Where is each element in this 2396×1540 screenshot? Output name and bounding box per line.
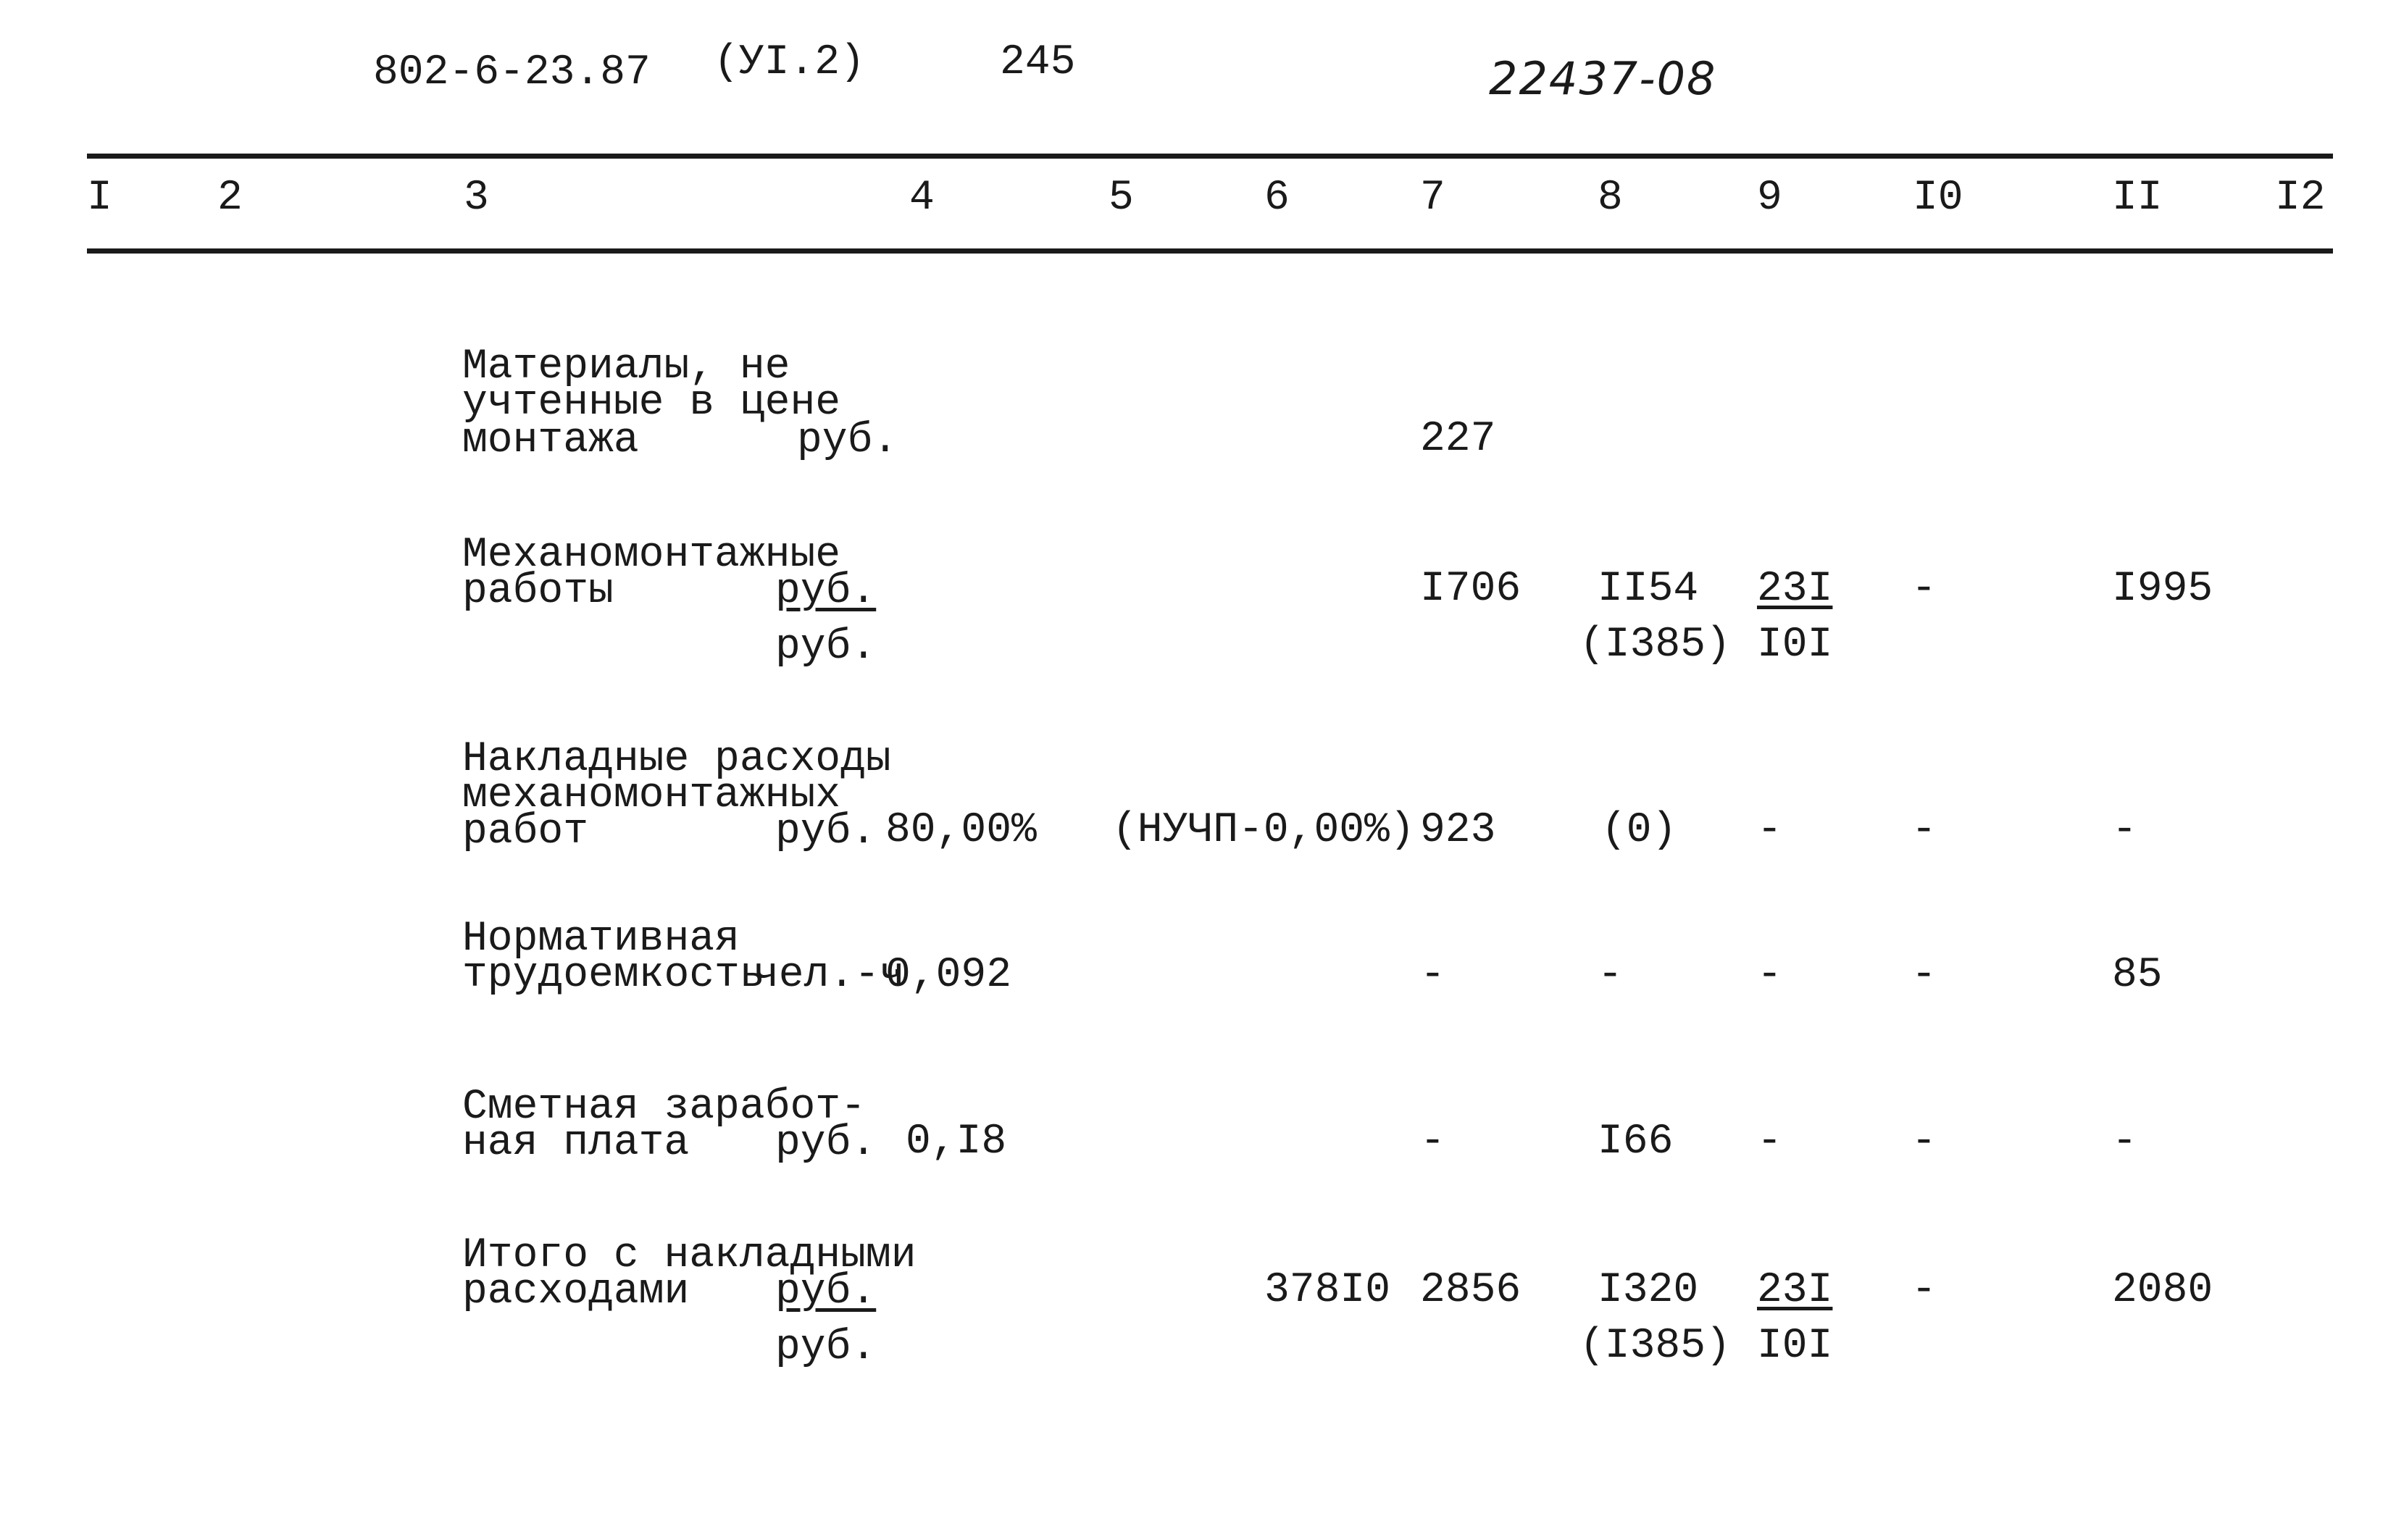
cell-col9-sub: I0I [1757, 1323, 1833, 1370]
cell-col9: - [1757, 952, 1782, 999]
row-label-line: расходами [462, 1268, 690, 1315]
cell-col10: - [1911, 1118, 1937, 1166]
cell-col8: - [1598, 952, 1623, 999]
cell-col7: 227 [1420, 416, 1496, 463]
cell-col9: - [1757, 807, 1782, 854]
col-header-2: 2 [217, 175, 243, 222]
header-bottom-rule [87, 248, 2333, 254]
row-label-line: ная плата [462, 1120, 690, 1167]
row-label-line: трудоемкость [462, 952, 765, 999]
unit-label: руб. [775, 808, 877, 855]
col-header-10: I0 [1913, 175, 1963, 222]
doc-code: 802-6-23.87 [373, 49, 651, 96]
cell-col6: 378I0 [1264, 1267, 1391, 1314]
cell-col11: 2080 [2112, 1267, 2213, 1314]
col-header-6: 6 [1264, 175, 1290, 222]
cell-col10: - [1911, 807, 1937, 854]
col-header-4: 4 [909, 175, 935, 222]
cell-col8: (0) [1601, 807, 1677, 854]
cell-col9: 23I [1757, 1267, 1833, 1314]
unit-label: руб. [775, 1324, 877, 1371]
unit-label: чел.-ч [754, 952, 905, 999]
col-header-9: 9 [1757, 175, 1782, 222]
row-label-line: Накладные расходы [462, 736, 891, 783]
cell-col10: - [1911, 1267, 1937, 1314]
cell-col11: 85 [2112, 952, 2163, 999]
col-header-11: II [2112, 175, 2163, 222]
cell-col11: - [2112, 807, 2137, 854]
row-label-line: монтажа [462, 417, 639, 464]
unit-label: руб. [775, 1120, 877, 1167]
cell-col8: I66 [1598, 1118, 1674, 1166]
row-label-line: работ [462, 808, 589, 855]
row-label-line: Механомонтажные [462, 532, 841, 579]
col-header-3: 3 [464, 175, 489, 222]
col-header-7: 7 [1420, 175, 1445, 222]
row-label-line: учтенные в цене [462, 380, 841, 427]
cell-col7: - [1420, 1118, 1445, 1166]
row-label-line: Материалы, не [462, 343, 790, 390]
cell-col8-sub: (I385) [1579, 1323, 1731, 1370]
col-header-12: I2 [2275, 175, 2326, 222]
row-label-line: Итого с накладными [462, 1232, 917, 1279]
unit-label: руб. [775, 568, 877, 615]
unit-label: руб. [775, 1268, 877, 1315]
cell-col9: - [1757, 1118, 1782, 1166]
cell-col7: 923 [1420, 807, 1496, 854]
handwritten-stamp: 22437-08 [1489, 52, 1717, 105]
row-label-line: работы [462, 568, 614, 615]
col-header-5: 5 [1109, 175, 1134, 222]
row-label-line: механомонтажных [462, 772, 841, 819]
unit-label: руб. [797, 417, 898, 464]
cell-col9-sub: I0I [1757, 622, 1833, 669]
col-header-8: 8 [1598, 175, 1623, 222]
section-code: (УI.2) [714, 39, 865, 86]
page-number: 245 [1000, 39, 1076, 86]
cell-col8-sub: (I385) [1579, 622, 1731, 669]
col-header-1: I [87, 175, 112, 222]
row-label-line: Нормативная [462, 916, 740, 963]
unit-label: руб. [775, 624, 877, 671]
cell-col10: - [1911, 952, 1937, 999]
cell-col7: I706 [1420, 566, 1521, 613]
cell-col11: - [2112, 1118, 2137, 1166]
top-rule [87, 154, 2333, 159]
cell-col7: 2856 [1420, 1267, 1521, 1314]
cell-col4: 0,I8 [906, 1118, 1007, 1166]
cell-col8: II54 [1598, 566, 1699, 613]
cell-col5-6: (НУЧП-0,00%) [1112, 807, 1415, 854]
cell-col7: - [1420, 952, 1445, 999]
cell-col9: 23I [1757, 566, 1833, 613]
cell-col4: 0,092 [885, 952, 1012, 999]
row-label-line: Сметная заработ- [462, 1084, 866, 1131]
cell-col8: I320 [1598, 1267, 1699, 1314]
cell-col11: I995 [2112, 566, 2213, 613]
cell-col10: - [1911, 566, 1937, 613]
cell-col4: 80,00% [885, 807, 1037, 854]
